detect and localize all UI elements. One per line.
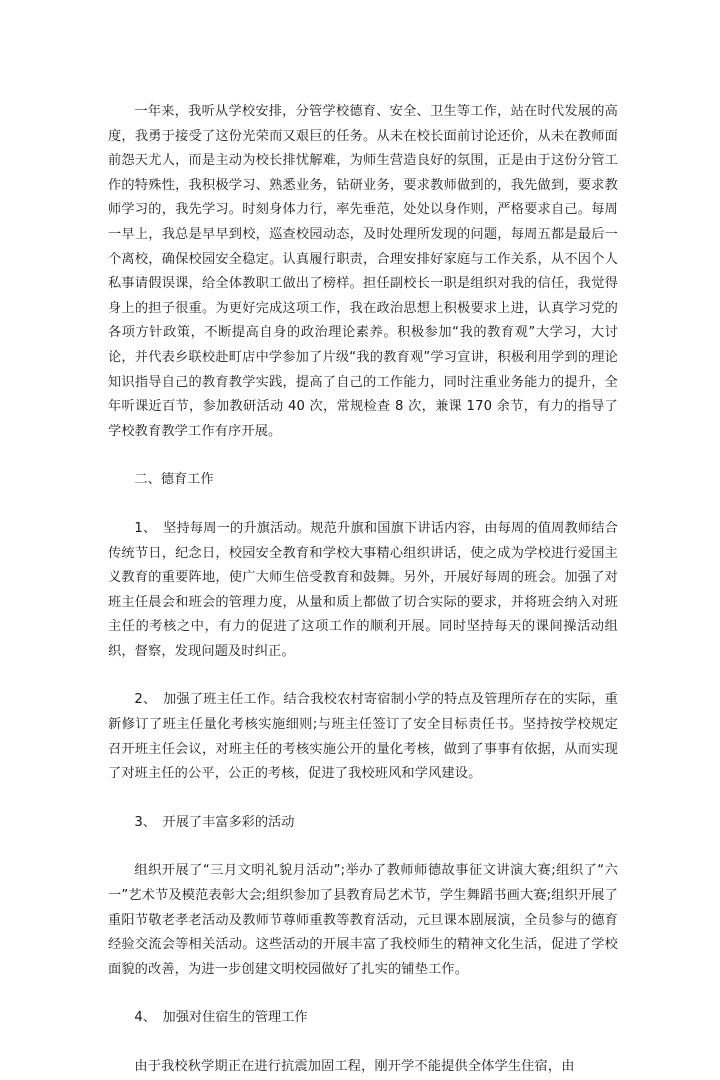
item-4-paragraph: 由于我校秋学期正在进行抗震加固工程，刚开学不能提供全体学生住宿，由 <box>134 1059 575 1074</box>
item-4-heading: 4、 加强对住宿生的管理工作 <box>134 1010 308 1026</box>
section-heading: 二、德育工作 <box>134 472 214 488</box>
spacer <box>108 664 618 688</box>
item-3-heading: 3、 开展了丰富多彩的活动 <box>134 814 295 830</box>
spacer <box>108 493 618 517</box>
item-3-paragraph: 组织开展了“三月文明礼貌月活动”;举办了教师师德故事征文讲演大赛;组织了“六一”艺术节及模范表彰大会;组织参加了县教育局艺术节，学生舞蹈书画大赛;组织开展了重阳节敬老孝老活动及教师节尊师重教等教育活动，元旦课本剧展演，全员参与的德育经验交流会等相关活动。这些活动的开展丰富了我校师生的精神文化生活，促进了学校面貌的改善，为进一步创建文明校园做好了扎实的铺垫工作。 <box>108 863 618 977</box>
item-2-paragraph: 2、 加强了班主任工作。结合我校农村寄宿制小学的特点及管理所存在的实际，重新修订了班主任量化考核实施细则;与班主任签订了安全目标责任书。坚持按学校规定召开班主任会议，对班主任的考核实施公开的量化考核，做到了事事有依据，从而实现了对班主任的公平，公正的考核，促进了我校班风和学风建设。 <box>108 692 618 782</box>
spacer <box>108 787 618 811</box>
intro-paragraph: 一年来，我听从学校安排，分管学校德育、安全、卫生等工作，站在时代发展的高度，我勇于接受了这份光荣而又艰巨的任务。从未在校长面前讨论还价，从未在教师面前怨天尤人，而是主动为校长排忧解难，为师生营造良好的氛围，正是由于这份分管工作的特殊性，我积极学习、熟悉业务，钻研业务，要求教师做到的，我先做到，要求教师学习的，我先学习。时刻身体力行，率先垂范，处处以身作则，严格要求自己。每周一早上，我总是早早到校，巡查校园动态，及时处理所发现的问题，每周五都是最后一个离校，确保校园安全稳定。认真履行职责，合理安排好家庭与工作关系，从不因个人私事请假误课，给全体教职工做出了榜样。担任副校长一职是组织对我的信任，我觉得身上的担子很重。为更好完成这项工作，我在政治思想上积极要求上进，认真学习党的各项方针政策，不断提高自身的政治理论素养。积极参加“我的教育观”大学习，大讨论，并代表乡联校赴町店中学参加了片级“我的教育观”学习宣讲，积极利用学到的理论知识指导自己的教育教学实践，提高了自己的工作能力，同时注重业务能力的提升，全年听课近百节，参加教研活动 40 次，常规检查 8 次，兼课 170 余节，有力的指导了学校教育教学工作有序开展。 <box>108 104 618 439</box>
spacer <box>108 444 618 468</box>
spacer <box>108 982 618 1006</box>
spacer <box>108 1031 618 1055</box>
item-1-paragraph: 1、 坚持每周一的升旗活动。规范升旗和国旗下讲话内容，由每周的值周教师结合传统节日，纪念日，校园安全教育和学校大事精心组织讲话，使之成为学校进行爱国主义教育的重要阵地，使广大师生倍受教育和鼓舞。另外，开展好每周的班会。加强了对班主任晨会和班会的管理力度，从量和质上都做了切合实际的要求，并将班会纳入对班主任的考核之中，有力的促进了这项工作的顺利开展。同时坚持每天的课间操活动组织，督察，发现问题及时纠正。 <box>108 520 618 659</box>
spacer <box>108 835 618 859</box>
document-body <box>108 100 618 1080</box>
